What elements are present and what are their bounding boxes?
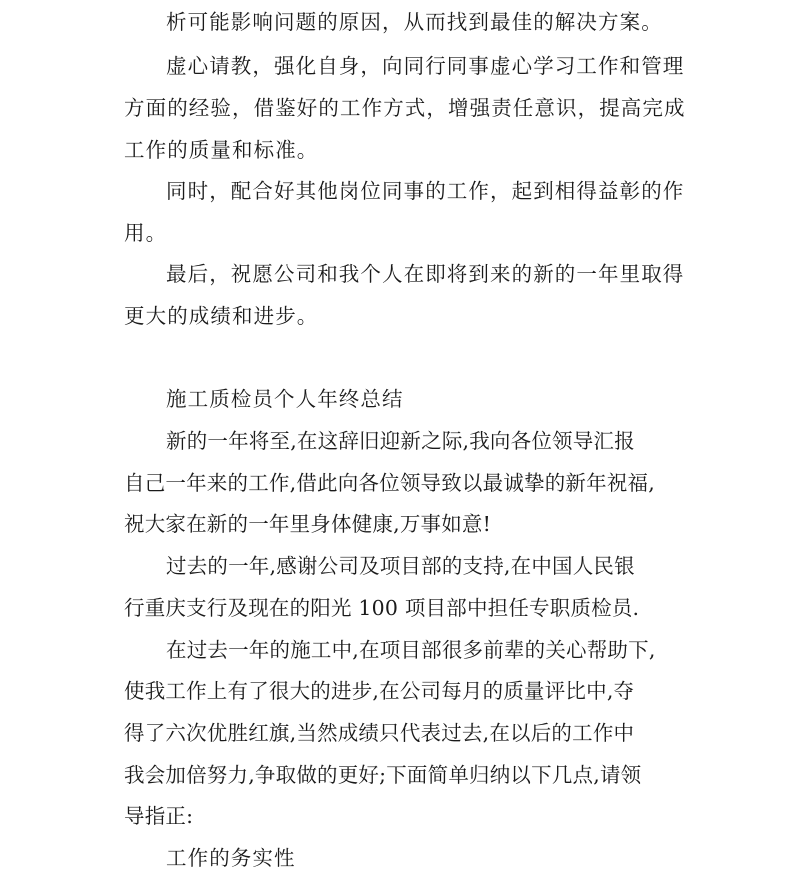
paragraph-line: 自己一年来的工作,借此向各位领导致以最诚挚的新年祝福, — [124, 471, 655, 495]
paragraph-line: 工作的质量和标准。 — [124, 138, 319, 162]
paragraph-line: 得了六次优胜红旗,当然成绩只代表过去,在以后的工作中 — [124, 721, 635, 745]
subheading: 工作的务实性 — [166, 846, 296, 870]
paragraph-line: 祝大家在新的一年里身体健康,万事如意! — [124, 512, 492, 536]
paragraph-line: 虚心请教，强化自身，向同行同事虚心学习工作和管理 — [166, 54, 685, 78]
paragraph-line: 更大的成绩和进步。 — [124, 304, 319, 328]
paragraph-line: 析可能影响问题的原因，从而找到最佳的解决方案。 — [166, 10, 663, 34]
paragraph-line: 在过去一年的施工中,在项目部很多前辈的关心帮助下, — [166, 638, 656, 662]
section-title: 施工质检员个人年终总结 — [166, 387, 404, 411]
paragraph-line: 同时，配合好其他岗位同事的工作，起到相得益彰的作 — [166, 179, 685, 203]
paragraph-line: 我会加倍努力,争取做的更好;下面简单归纳以下几点,请领 — [124, 763, 642, 787]
paragraph-line: 行重庆支行及现在的阳光 100 项目部中担任专职质检员. — [124, 596, 640, 620]
paragraph-line: 新的一年将至,在这辞旧迎新之际,我向各位领导汇报 — [166, 429, 635, 453]
paragraph-line: 使我工作上有了很大的进步,在公司每月的质量评比中,夺 — [124, 679, 635, 703]
paragraph-line: 过去的一年,感谢公司及项目部的支持,在中国人民银 — [166, 554, 635, 578]
paragraph-line: 最后，祝愿公司和我个人在即将到来的新的一年里取得 — [166, 262, 685, 286]
paragraph-line: 用。 — [124, 221, 168, 245]
paragraph-line: 方面的经验，借鉴好的工作方式，增强责任意识，提高完成 — [124, 96, 686, 120]
paragraph-line: 导指正: — [124, 804, 194, 828]
